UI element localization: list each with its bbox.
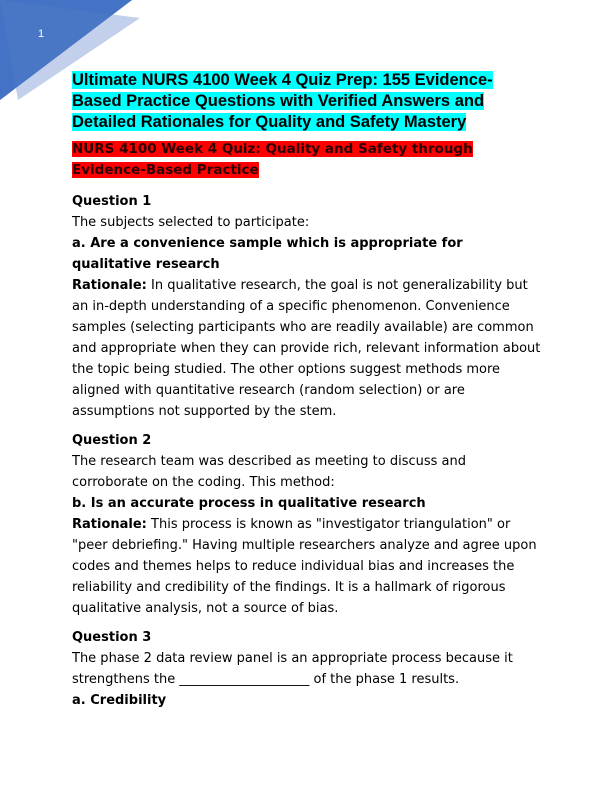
question-heading: Question 1 [72,194,152,209]
page-number: 1 [38,28,45,40]
question-1 [72,191,542,422]
document-title: Ultimate NURS 4100 Week 4 Quiz Prep: 155 Evidence-Based Practice Questions with Verified Answers and Detailed Rationales for Quality and Safety Mastery [72,71,493,131]
question-rationale [72,514,542,619]
document-body [72,70,542,719]
question-2 [72,430,542,619]
rationale-label: Rationale: [72,517,147,532]
question-answer: a. Credibility [72,693,167,708]
question-rationale [72,275,542,422]
rationale-label: Rationale: [72,278,147,293]
question-3 [72,627,542,711]
document-subtitle: NURS 4100 Week 4 Quiz: Quality and Safety through Evidence-Based Practice [72,141,473,178]
question-stem: The phase 2 data review panel is an appropriate process because it strengthens the ____________________ of the phase 1 results. [72,651,513,687]
rationale-text: This process is known as "investigator triangulation" or "peer debriefing." Having multiple researchers analyze and agree upon codes and themes helps to reduce individual bias and increases the reliability and credibility of the findings. It is a hallmark of rigorous qualitative analysis, not a source of bias. [72,517,537,616]
question-heading: Question 2 [72,433,152,448]
rationale-text: In qualitative research, the goal is not generalizability but an in-depth understanding of a specific phenomenon. Convenience samples (selecting participants who are readily available) are common and appropriate when they can provide rich, relevant information about the topic being studied. The other options suggest methods more aligned with quantitative research (random selection) or are assumptions not supported by the stem. [72,278,541,419]
question-heading: Question 3 [72,630,152,645]
question-answer: a. Are a convenience sample which is appropriate for qualitative research [72,236,463,272]
question-stem: The subjects selected to participate: [72,215,310,230]
question-answer: b. Is an accurate process in qualitative research [72,496,426,511]
question-stem: The research team was described as meeting to discuss and corroborate on the coding. This method: [72,454,467,490]
